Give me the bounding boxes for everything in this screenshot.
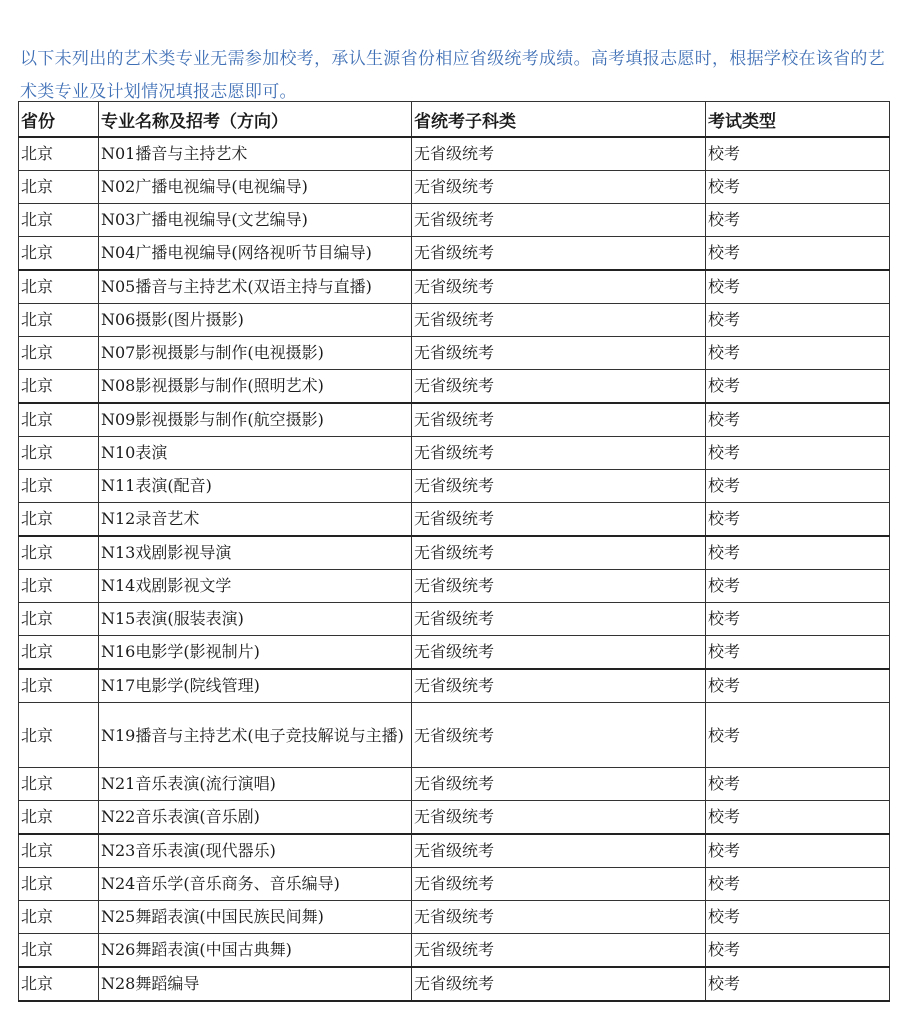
- table-row: [19, 603, 890, 636]
- cell-exam-type: 校考: [706, 901, 890, 934]
- table-row: [19, 171, 890, 204]
- cell-category: 无省级统考: [412, 304, 706, 337]
- cell-province: 北京: [19, 570, 99, 603]
- cell-exam-type: 校考: [706, 370, 890, 404]
- table-row: [19, 703, 890, 768]
- cell-province: 北京: [19, 337, 99, 370]
- cell-category: 无省级统考: [412, 934, 706, 968]
- cell-province: 北京: [19, 503, 99, 537]
- cell-major: N26舞蹈表演(中国古典舞): [99, 934, 412, 968]
- cell-major: N07影视摄影与制作(电视摄影): [99, 337, 412, 370]
- cell-category: 无省级统考: [412, 901, 706, 934]
- cell-major: N09影视摄影与制作(航空摄影): [99, 403, 412, 437]
- cell-exam-type: 校考: [706, 636, 890, 670]
- cell-major: N14戏剧影视文学: [99, 570, 412, 603]
- table-row: [19, 337, 890, 370]
- table-row: [19, 204, 890, 237]
- cell-exam-type: 校考: [706, 204, 890, 237]
- cell-category: 无省级统考: [412, 370, 706, 404]
- cell-category: 无省级统考: [412, 270, 706, 304]
- cell-exam-type: 校考: [706, 570, 890, 603]
- table-row: [19, 304, 890, 337]
- cell-exam-type: 校考: [706, 270, 890, 304]
- cell-major: N22音乐表演(音乐剧): [99, 801, 412, 835]
- cell-major: N19播音与主持艺术(电子竞技解说与主播): [99, 703, 412, 768]
- table-row: [19, 636, 890, 670]
- cell-province: 北京: [19, 636, 99, 670]
- cell-major: N11表演(配音): [99, 470, 412, 503]
- cell-province: 北京: [19, 536, 99, 570]
- cell-province: 北京: [19, 237, 99, 271]
- cell-major: N12录音艺术: [99, 503, 412, 537]
- cell-province: 北京: [19, 204, 99, 237]
- cell-exam-type: 校考: [706, 437, 890, 470]
- header-exam-type: 考试类型: [706, 102, 890, 138]
- cell-exam-type: 校考: [706, 801, 890, 835]
- cell-category: 无省级统考: [412, 204, 706, 237]
- cell-category: 无省级统考: [412, 470, 706, 503]
- table-body: [19, 137, 890, 1001]
- cell-category: 无省级统考: [412, 337, 706, 370]
- cell-exam-type: 校考: [706, 237, 890, 271]
- cell-category: 无省级统考: [412, 403, 706, 437]
- cell-exam-type: 校考: [706, 171, 890, 204]
- table-row: [19, 934, 890, 968]
- cell-category: 无省级统考: [412, 171, 706, 204]
- cell-province: 北京: [19, 834, 99, 868]
- cell-province: 北京: [19, 270, 99, 304]
- cell-exam-type: 校考: [706, 868, 890, 901]
- cell-major: N03广播电视编导(文艺编导): [99, 204, 412, 237]
- table-row: [19, 669, 890, 703]
- cell-exam-type: 校考: [706, 536, 890, 570]
- cell-exam-type: 校考: [706, 470, 890, 503]
- cell-category: 无省级统考: [412, 669, 706, 703]
- table-row: [19, 370, 890, 404]
- cell-category: 无省级统考: [412, 768, 706, 801]
- cell-category: 无省级统考: [412, 967, 706, 1001]
- header-province: 省份: [19, 102, 99, 138]
- cell-category: 无省级统考: [412, 603, 706, 636]
- table-row: [19, 901, 890, 934]
- cell-province: 北京: [19, 403, 99, 437]
- cell-province: 北京: [19, 304, 99, 337]
- cell-category: 无省级统考: [412, 801, 706, 835]
- cell-major: N24音乐学(音乐商务、音乐编导): [99, 868, 412, 901]
- cell-category: 无省级统考: [412, 503, 706, 537]
- cell-exam-type: 校考: [706, 768, 890, 801]
- cell-province: 北京: [19, 370, 99, 404]
- cell-major: N05播音与主持艺术(双语主持与直播): [99, 270, 412, 304]
- cell-major: N15表演(服装表演): [99, 603, 412, 636]
- table-row: [19, 868, 890, 901]
- cell-category: 无省级统考: [412, 536, 706, 570]
- cell-category: 无省级统考: [412, 834, 706, 868]
- cell-exam-type: 校考: [706, 934, 890, 968]
- header-major: 专业名称及招考（方向）: [99, 102, 412, 138]
- cell-exam-type: 校考: [706, 304, 890, 337]
- cell-province: 北京: [19, 934, 99, 968]
- table-row: [19, 967, 890, 1001]
- cell-major: N25舞蹈表演(中国民族民间舞): [99, 901, 412, 934]
- cell-category: 无省级统考: [412, 703, 706, 768]
- cell-major: N02广播电视编导(电视编导): [99, 171, 412, 204]
- table-row: [19, 536, 890, 570]
- cell-exam-type: 校考: [706, 503, 890, 537]
- cell-exam-type: 校考: [706, 669, 890, 703]
- header-category: 省统考子科类: [412, 102, 706, 138]
- cell-province: 北京: [19, 603, 99, 636]
- cell-province: 北京: [19, 801, 99, 835]
- table-row: [19, 270, 890, 304]
- table-row: [19, 834, 890, 868]
- table-row: [19, 437, 890, 470]
- cell-category: 无省级统考: [412, 570, 706, 603]
- table-row: [19, 237, 890, 271]
- cell-exam-type: 校考: [706, 834, 890, 868]
- cell-major: N10表演: [99, 437, 412, 470]
- cell-major: N08影视摄影与制作(照明艺术): [99, 370, 412, 404]
- cell-category: 无省级统考: [412, 636, 706, 670]
- cell-major: N17电影学(院线管理): [99, 669, 412, 703]
- cell-major: N21音乐表演(流行演唱): [99, 768, 412, 801]
- cell-province: 北京: [19, 768, 99, 801]
- cell-exam-type: 校考: [706, 603, 890, 636]
- cell-exam-type: 校考: [706, 137, 890, 171]
- cell-category: 无省级统考: [412, 868, 706, 901]
- table-row: [19, 768, 890, 801]
- table-row: [19, 470, 890, 503]
- cell-major: N01播音与主持艺术: [99, 137, 412, 171]
- intro-paragraph: 以下未列出的艺术类专业无需参加校考，承认生源省份相应省级统考成绩。高考填报志愿时，根据学校在该省的艺术类专业及计划情况填报志愿即可。: [20, 49, 885, 102]
- cell-category: 无省级统考: [412, 237, 706, 271]
- cell-major: N04广播电视编导(网络视听节目编导): [99, 237, 412, 271]
- cell-province: 北京: [19, 967, 99, 1001]
- cell-exam-type: 校考: [706, 337, 890, 370]
- table-row: [19, 801, 890, 835]
- cell-major: N28舞蹈编导: [99, 967, 412, 1001]
- cell-province: 北京: [19, 137, 99, 171]
- cell-exam-type: 校考: [706, 403, 890, 437]
- cell-province: 北京: [19, 901, 99, 934]
- cell-province: 北京: [19, 669, 99, 703]
- cell-major: N06摄影(图片摄影): [99, 304, 412, 337]
- cell-province: 北京: [19, 171, 99, 204]
- cell-major: N23音乐表演(现代器乐): [99, 834, 412, 868]
- cell-province: 北京: [19, 868, 99, 901]
- table-row: [19, 137, 890, 171]
- cell-category: 无省级统考: [412, 437, 706, 470]
- cell-major: N16电影学(影视制片): [99, 636, 412, 670]
- cell-exam-type: 校考: [706, 703, 890, 768]
- table-row: [19, 403, 890, 437]
- cell-exam-type: 校考: [706, 967, 890, 1001]
- cell-province: 北京: [19, 470, 99, 503]
- cell-province: 北京: [19, 703, 99, 768]
- table-header-row: [19, 102, 890, 138]
- cell-category: 无省级统考: [412, 137, 706, 171]
- cell-province: 北京: [19, 437, 99, 470]
- cell-major: N13戏剧影视导演: [99, 536, 412, 570]
- majors-table: [18, 101, 890, 1002]
- table-row: [19, 503, 890, 537]
- table-row: [19, 570, 890, 603]
